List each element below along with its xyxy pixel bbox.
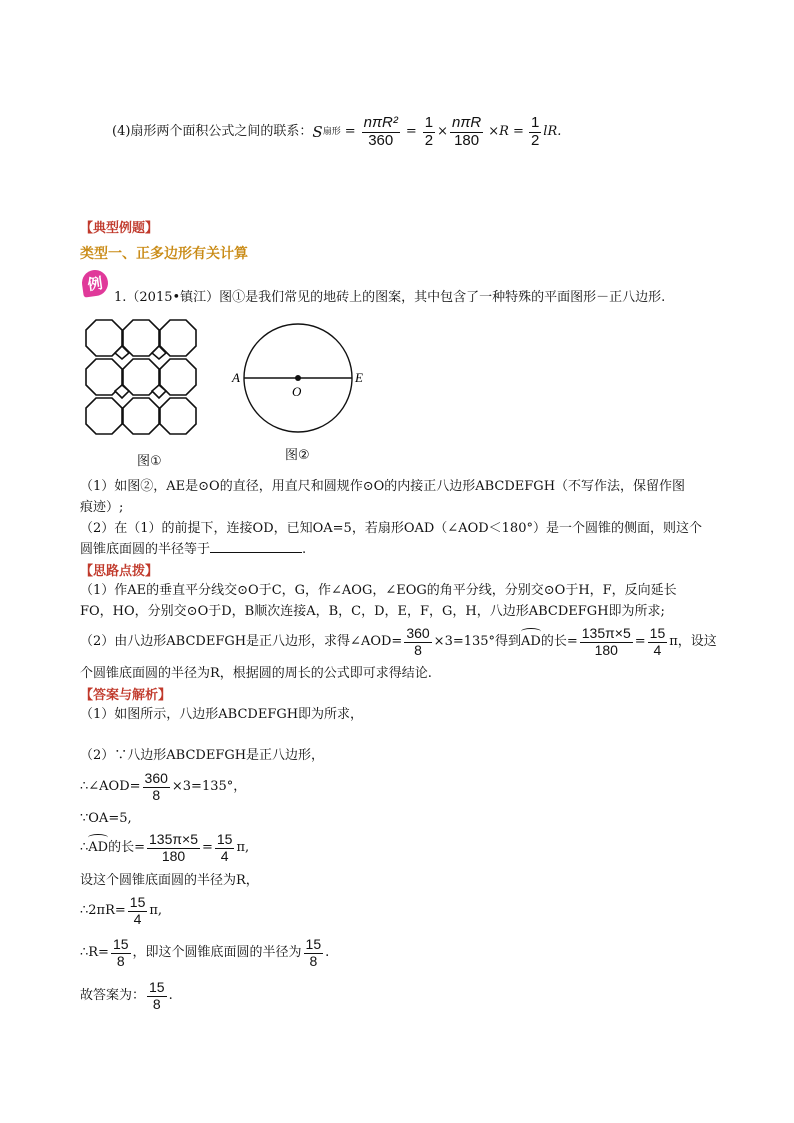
hint-line3: （2）由八边形ABCDEFGH是正八边形，求得∠AOD= $\frac{360}{8}$ ×3=135°得到 AD 的长= $\frac{135\pi\times 5}{180}$ = $\frac{15}{4}$ π，设这 — [80, 625, 717, 658]
question2-line1: （2）在（1）的前提下，连接OD，已知OA=5，若扇形OAD（∠AOD＜180°）是一个圆锥的侧面，则这个 — [80, 521, 702, 536]
fraction-15-4: $\frac{15}{4}$ — [649, 625, 666, 658]
formula-times2: ×R = — [488, 124, 524, 139]
label-e: E — [355, 370, 363, 385]
fraction-15-8: $\frac{15}{8}$ — [305, 936, 322, 969]
fraction-360-8: $\frac{360}{8}$ — [144, 770, 168, 803]
fraction-one-half-2: $\frac{1}{2}$ — [530, 114, 540, 149]
octagon-tile — [160, 398, 196, 434]
formula-prefix: (4)扇形两个面积公式之间的联系： — [112, 124, 313, 139]
octagon-tile — [123, 398, 159, 434]
fraction-135pi5-180: $\frac{135\pi\times 5}{180}$ — [149, 831, 198, 864]
type-heading: 类型一、正多边形有关计算 — [80, 246, 248, 262]
answer-line7: ∴2πR= $\frac{15}{4}$ π, — [80, 894, 163, 927]
question1-line2: 痕迹）; — [80, 500, 124, 515]
answer-line9: 故答案为： $\frac{15}{8}$ . — [80, 979, 173, 1012]
hint-line1: （1）作AE的垂直平分线交⊙O于C，G，作∠AOG，∠EOG的角平分线，分别交⊙O于H，F，反向延长 — [80, 583, 677, 598]
answer-line8: ∴R= $\frac{15}{8}$ ，即这个圆锥底面圆的半径为 $\frac{15}{8}$ . — [80, 936, 330, 969]
formula-eq1: = — [344, 124, 356, 139]
answer-line1: （1）如图所示，八边形ABCDEFGH即为所求， — [80, 707, 364, 722]
section-tag: 【典型例题】 — [80, 221, 159, 236]
fraction-135pi5-180: $\frac{135\pi\times 5}{180}$ — [581, 625, 631, 658]
question2-line2: 圆锥底面圆的半径等于 . — [80, 542, 307, 557]
example-badge: 例 — [80, 268, 109, 297]
formula-tail: lR. — [543, 124, 562, 139]
label-a: A — [232, 370, 240, 385]
formula-eq2: = — [405, 124, 417, 139]
fraction-15-8: $\frac{15}{8}$ — [149, 979, 165, 1012]
formula-S: S — [312, 123, 323, 141]
arc-ad: AD — [88, 838, 108, 858]
octagon-tile — [160, 320, 196, 356]
fraction-15-4: $\frac{15}{4}$ — [129, 894, 146, 927]
fraction-one-half: $\frac{1}{2}$ — [424, 114, 434, 149]
center-point — [295, 375, 301, 381]
answer-line6: 设这个圆锥底面圆的半径为R， — [80, 873, 259, 888]
answer-blank — [210, 540, 302, 553]
octagon-tile — [86, 398, 122, 434]
answer-line3: ∴∠AOD= $\frac{360}{8}$ ×3=135°， — [80, 770, 247, 803]
label-o: O — [292, 384, 302, 399]
fraction-360-8: $\frac{360}{8}$ — [406, 625, 430, 658]
hint-tag: 【思路点拨】 — [80, 564, 159, 579]
fraction-15-8: $\frac{15}{8}$ — [112, 936, 129, 969]
circle-diameter-figure — [228, 316, 368, 440]
fig1-caption: 图① — [137, 454, 162, 469]
fig2-caption: 图② — [285, 448, 310, 463]
answer-line2: （2）∵八边形ABCDEFGH是正八边形， — [80, 748, 325, 763]
formula-S-sub: 扇形 — [322, 127, 341, 137]
answer-line4: ∵OA=5, — [80, 811, 132, 826]
fraction-15-4: $\frac{15}{4}$ — [216, 831, 233, 864]
answer-line5: ∴ AD 的长= $\frac{135\pi\times 5}{180}$ = $\frac{15}{4}$ π, — [80, 831, 250, 864]
answer-tag: 【答案与解析】 — [80, 688, 172, 703]
question1-line1: （1）如图②，AE是⊙O的直径，用直尺和圆规作⊙O的内接正八边形ABCDEFGH（不写作法，保留作图 — [80, 479, 686, 494]
hint-line2: FO，HO，分别交⊙O于D，B顺次连接A，B，C，D，E，F，G，H，八边形ABCDEFGH即为所求; — [80, 604, 665, 619]
hint-line4: 个圆锥底面圆的半径为R，根据圆的周长的公式即可求得结论. — [80, 666, 432, 681]
formula-times1: × — [437, 124, 448, 139]
problem-intro: 1.（2015•镇江）图①是我们常见的地砖上的图案，其中包含了一种特殊的平面图形－正八边形. — [114, 290, 666, 305]
arc-ad: AD — [521, 632, 541, 652]
fraction-n-pi-r-180: $\frac{\text{nπR}}{180}$ — [452, 114, 482, 149]
area-formula-line — [112, 112, 561, 152]
fraction-n-pi-r2-360: $\frac{\text{nπR²}}{360}$ — [363, 114, 398, 149]
tile-pattern-figure — [84, 318, 206, 436]
